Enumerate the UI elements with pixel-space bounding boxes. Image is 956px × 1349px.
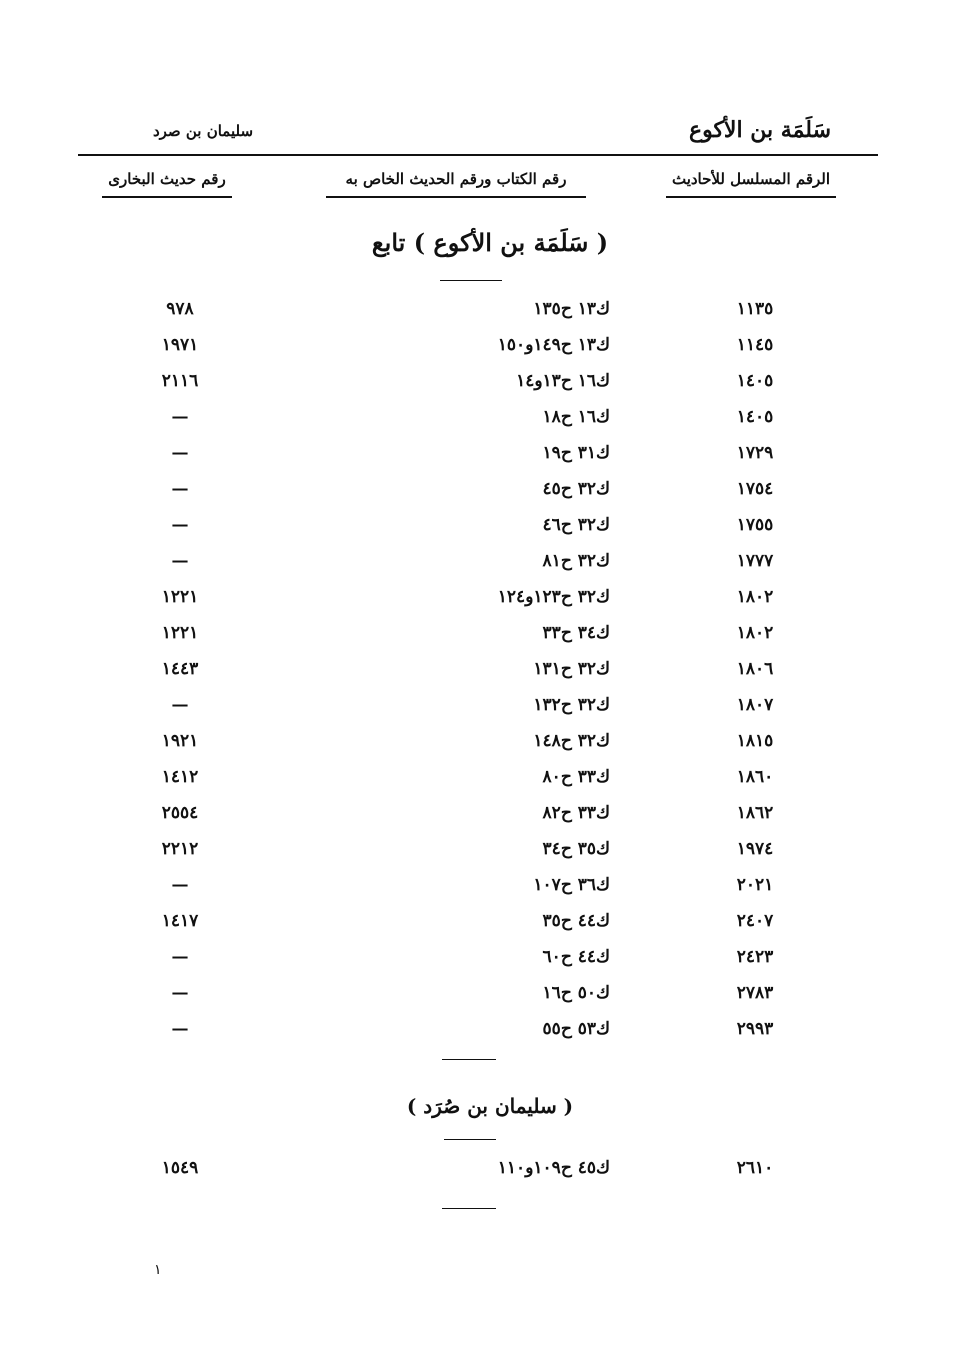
book-ref-cell: ك٤٤ ح٦٠	[542, 947, 610, 967]
table-row	[0, 619, 956, 647]
serial-cell: ١٤٠٥	[736, 407, 774, 427]
bukhari-cell: ١٥٤٩	[161, 1158, 199, 1178]
bukhari-cell: ٩٧٨	[166, 299, 194, 319]
table-row	[0, 475, 956, 503]
book-ref-cell: ك٣١ ح١٩	[542, 443, 610, 463]
bukhari-cell: —	[171, 551, 189, 571]
header-rule	[78, 154, 878, 156]
table-row	[0, 1015, 956, 1043]
book-ref-cell: ك١٦ ح١٣و١٤	[516, 371, 610, 391]
table-row	[0, 979, 956, 1007]
bukhari-cell: ١٤١٢	[161, 767, 199, 787]
book-ref-cell: ك٣٢ ح٤٦	[542, 515, 610, 535]
bukhari-cell: ٢٥٥٤	[161, 803, 199, 823]
serial-cell: ١٧٥٥	[736, 515, 774, 535]
table-row	[0, 367, 956, 395]
table-row	[0, 727, 956, 755]
serial-cell: ١٧٥٤	[736, 479, 774, 499]
bukhari-cell: —	[171, 875, 189, 895]
serial-cell: ١٤٠٥	[736, 371, 774, 391]
table-row	[0, 763, 956, 791]
bukhari-cell: —	[171, 983, 189, 1003]
book-ref-cell: ك٤٥ ح١٠٩و١١٠	[497, 1158, 610, 1178]
bukhari-cell: ١٤١٧	[161, 911, 199, 931]
column-header-bukhari: رقم حديث البخارى	[102, 170, 232, 198]
serial-cell: ١٩٧٤	[736, 839, 774, 859]
table-row	[0, 799, 956, 827]
column-header-serial: الرقم المسلسل للأحاديث	[666, 170, 836, 198]
serial-cell: ١٧٢٩	[736, 443, 774, 463]
serial-cell: ١٨٦٠	[736, 767, 774, 787]
serial-cell: ٢٤٠٧	[736, 911, 774, 931]
bukhari-cell: —	[171, 515, 189, 535]
serial-cell: ١١٤٥	[736, 335, 774, 355]
table-row	[0, 295, 956, 323]
column-header-book: رقم الكتاب ورقم الحديث الخاص به	[326, 170, 586, 198]
bukhari-cell: —	[171, 695, 189, 715]
table-row	[0, 547, 956, 575]
book-ref-cell: ك٣٢ ح١٣١	[533, 659, 610, 679]
book-ref-cell: ك٣٣ ح٨٠	[542, 767, 610, 787]
table-row	[0, 403, 956, 431]
serial-cell: ٢٤٢٣	[736, 947, 774, 967]
bukhari-cell: —	[171, 407, 189, 427]
page-mark: ١	[154, 1262, 162, 1278]
serial-cell: ١٨٦٢	[736, 803, 774, 823]
book-ref-cell: ك٥٠ ح١٦	[542, 983, 610, 1003]
book-ref-cell: ك١٦ ح١٨	[542, 407, 610, 427]
serial-cell: ١٧٧٧	[736, 551, 774, 571]
serial-cell: ١٨٠٢	[736, 623, 774, 643]
table-row	[0, 907, 956, 935]
book-ref-cell: ك٣٣ ح٨٢	[542, 803, 610, 823]
section-divider	[442, 1059, 496, 1060]
bukhari-cell: ١٩٢١	[161, 731, 199, 751]
table-row	[0, 583, 956, 611]
bukhari-cell: —	[171, 479, 189, 499]
section-divider	[444, 1139, 496, 1140]
section-divider	[442, 1208, 496, 1209]
serial-cell: ١٨٠٢	[736, 587, 774, 607]
bukhari-cell: ٢١١٦	[161, 371, 199, 391]
bukhari-cell: —	[171, 443, 189, 463]
table-row	[0, 655, 956, 683]
bukhari-cell: —	[171, 1019, 189, 1039]
table-row	[0, 331, 956, 359]
table-row	[0, 691, 956, 719]
book-ref-cell: ك٤٤ ح٣٥	[542, 911, 610, 931]
bukhari-cell: ١٩٧١	[161, 335, 199, 355]
serial-cell: ١٨٠٦	[736, 659, 774, 679]
serial-cell: ٢٠٢١	[736, 875, 774, 895]
book-ref-cell: ك٣٦ ح١٠٧	[533, 875, 610, 895]
book-ref-cell: ك٣٢ ح١٢٣و١٢٤	[497, 587, 610, 607]
table-row	[0, 943, 956, 971]
section-divider	[440, 280, 502, 281]
book-ref-cell: ك٣٢ ح١٤٨	[533, 731, 610, 751]
book-ref-cell: ك٣٥ ح٣٤	[542, 839, 610, 859]
bukhari-cell: —	[171, 947, 189, 967]
serial-cell: ١٨١٥	[736, 731, 774, 751]
bukhari-cell: ١٢٢١	[161, 587, 199, 607]
serial-cell: ١١٣٥	[736, 299, 774, 319]
table-row	[0, 835, 956, 863]
serial-cell: ٢٧٨٣	[736, 983, 774, 1003]
table-row	[0, 1154, 956, 1182]
book-ref-cell: ك٣٢ ح٤٥	[542, 479, 610, 499]
book-ref-cell: ك١٣ ح١٣٥	[533, 299, 610, 319]
running-header-left: سليمان بن صرد	[152, 122, 254, 140]
bukhari-cell: ١٤٤٣	[161, 659, 199, 679]
table-row	[0, 511, 956, 539]
book-ref-cell: ك١٣ ح١٤٩و١٥٠	[497, 335, 610, 355]
table-row	[0, 439, 956, 467]
bukhari-cell: ٢٢١٢	[161, 839, 199, 859]
serial-cell: ١٨٠٧	[736, 695, 774, 715]
section-title-salama: ( سَلَمَة بن الأكوع ) تابع	[371, 228, 609, 257]
book-ref-cell: ك٣٢ ح١٣٢	[533, 695, 610, 715]
serial-cell: ٢٦١٠	[736, 1158, 774, 1178]
bukhari-cell: ١٢٢١	[161, 623, 199, 643]
running-header-right: سَلَمَة بن الأكوع	[688, 117, 832, 143]
book-ref-cell: ك٥٣ ح٥٥	[542, 1019, 610, 1039]
book-ref-cell: ك٣٢ ح٨١	[542, 551, 610, 571]
section-title-sulayman: ( سليمان بن صُرَد )	[406, 1094, 574, 1118]
table-row	[0, 871, 956, 899]
serial-cell: ٢٩٩٣	[736, 1019, 774, 1039]
book-ref-cell: ك٣٤ ح٣٣	[542, 623, 610, 643]
